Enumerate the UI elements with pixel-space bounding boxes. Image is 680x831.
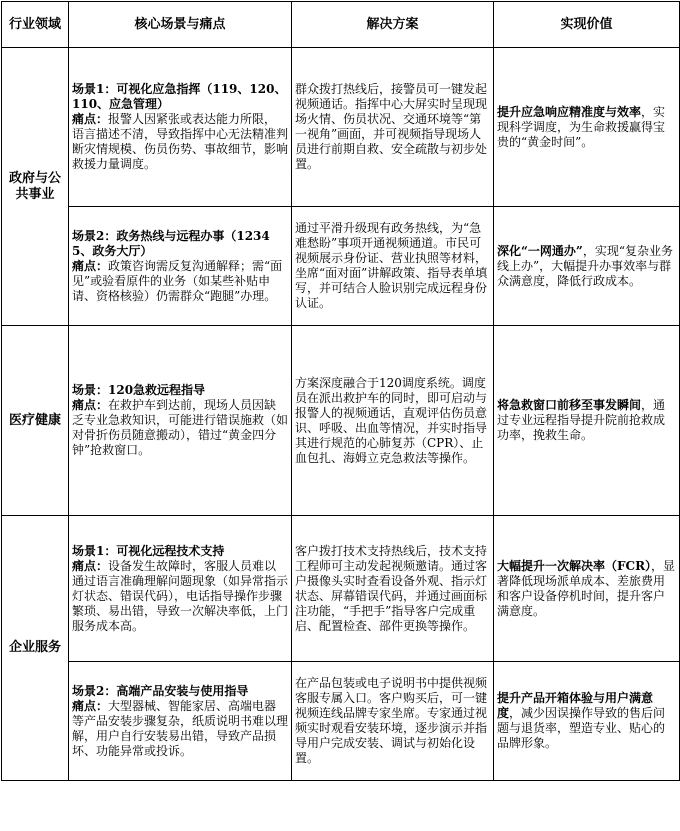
value-highlight: 大幅提升一次解决率（FCR） — [497, 558, 652, 573]
value-text: ，显著降低现场派单成本、差旅费用和客户设备停机时间，提升客户满意度。 — [497, 558, 676, 618]
pain-text: 政策咨询需反复沟通解释；需“面见”或验看原件的业务（如某些补贴申请、资格核验）仍需群众“跑腿”办理。 — [72, 258, 283, 303]
scene-title: 场景2：高端产品安装与使用指导 — [72, 683, 249, 698]
scene-title: 场景1：可视化应急指挥（119、120、110、应急管理） — [72, 82, 287, 111]
table-row — [2, 48, 680, 207]
header-value: 实现价值 — [494, 2, 680, 48]
pain-label: 痛点： — [72, 698, 109, 713]
value-highlight: 深化“一网通办” — [497, 243, 583, 258]
value-text: ，减少因误操作导致的售后问题与退货率，塑造专业、贴心的品牌形象。 — [497, 706, 666, 750]
scene-title: 场景1：可视化远程技术支持 — [72, 543, 225, 558]
value-text: ，通过专业远程指导提升院前抢救成功率，挽救生命。 — [497, 398, 666, 442]
scene-cell — [69, 48, 292, 207]
table-row — [2, 326, 680, 516]
header-solution: 解决方案 — [292, 2, 494, 48]
value-text: ，实现科学调度，为生命救援赢得宝贵的“黄金时间”。 — [497, 104, 666, 149]
solution-cell: 在产品包装或电子说明书中提供视频客服专属入口。客户购买后，可一键视频连线品牌专家坐席。专家通过视频实时观看安装环境，逐步演示并指导用户完成安装、调试与初始化设置。 — [292, 662, 494, 781]
scene-cell — [69, 662, 292, 781]
pain-label: 痛点： — [72, 112, 109, 126]
domain-cell-government: 政府与公共事业 — [2, 48, 69, 326]
domain-cell-enterprise: 企业服务 — [2, 516, 69, 781]
domain-cell-medical: 医疗健康 — [2, 326, 69, 516]
solution-cell: 客户拨打技术支持热线后，技术支持工程师可主动发起视频邀请。通过客户摄像头实时查看设备外观、指示灯状态、屏幕错误代码，并通过画面标注功能，“手把手”指导客户完成重启、配置检查、部件更换等操作。 — [292, 516, 494, 662]
value-cell — [494, 326, 680, 516]
scene-cell — [69, 207, 292, 326]
scene-title: 场景：120急救远程指导 — [72, 383, 206, 397]
pain-text: 在救护车到达前，现场人员因缺乏专业急救知识，可能进行错误施救（如对骨折伤员随意搬动），错过“黄金四分钟”抢救窗口。 — [72, 398, 289, 457]
value-highlight: 提升应急响应精准度与效率 — [497, 104, 642, 119]
solution-cell: 群众拨打热线后，接警员可一键发起视频通话。指挥中心大屏实时呈现现场火情、伤员状况、交通环境等“第一视角”画面，并可视频指导现场人员进行前期自救、安全疏散与初步处置。 — [292, 48, 494, 207]
pain-text: 大型器械、智能家居、高端电器等产品安装步骤复杂，纸质说明书难以理解，用户自行安装易出错，导致产品损坏、功能异常或投诉。 — [72, 698, 289, 758]
header-scene-pain: 核心场景与痛点 — [69, 2, 292, 48]
table-row — [2, 516, 680, 662]
scene-cell — [69, 516, 292, 662]
pain-text: 设备发生故障时，客服人员难以通过语言准确理解问题现象（如异常指示灯状态、错误代码），电话指导操作步骤繁琐、易出错，导致一次解决率低，上门服务成本高。 — [72, 558, 289, 633]
value-text: ，实现“复杂业务线上办”，大幅提升办事效率与群众满意度，降低行政成本。 — [497, 243, 673, 288]
solution-cell: 通过平滑升级现有政务热线，为“急难愁盼”事项开通视频通道。市民可视频展示身份证、营业执照等材料，坐席“面对面”讲解政策、指导表单填写，并可结合人脸识别完成远程身份认证。 — [292, 207, 494, 326]
pain-label: 痛点： — [72, 258, 109, 273]
value-cell — [494, 48, 680, 207]
scene-title: 场景2：政务热线与远程办事（12345、政务大厅） — [72, 228, 270, 258]
solution-cell: 方案深度融合于120调度系统。调度员在派出救护车的同时，即可启动与报警人的视频通话，直观评估伤员意识、呼吸、出血等情况，并实时指导其进行规范的心肺复苏（CPR）、止血包扎、海姆立克急救法等操作。 — [292, 326, 494, 516]
value-highlight: 将急救窗口前移至事发瞬间 — [497, 398, 642, 412]
industry-solution-table — [1, 1, 680, 781]
table-row — [2, 662, 680, 781]
value-highlight: 提升产品开箱体验与用户满意度 — [497, 691, 654, 720]
pain-label: 痛点： — [72, 558, 109, 573]
scene-cell — [69, 326, 292, 516]
pain-text: 报警人因紧张或表达能力所限，语言描述不清，导致指挥中心无法精准判断灾情规模、伤员伤势、事故细节，影响救援力量调度。 — [72, 112, 289, 171]
table-row — [2, 207, 680, 326]
value-cell — [494, 662, 680, 781]
header-industry: 行业领域 — [2, 2, 69, 48]
value-cell — [494, 516, 680, 662]
header-row — [2, 2, 680, 48]
pain-label: 痛点： — [72, 398, 109, 412]
value-cell — [494, 207, 680, 326]
